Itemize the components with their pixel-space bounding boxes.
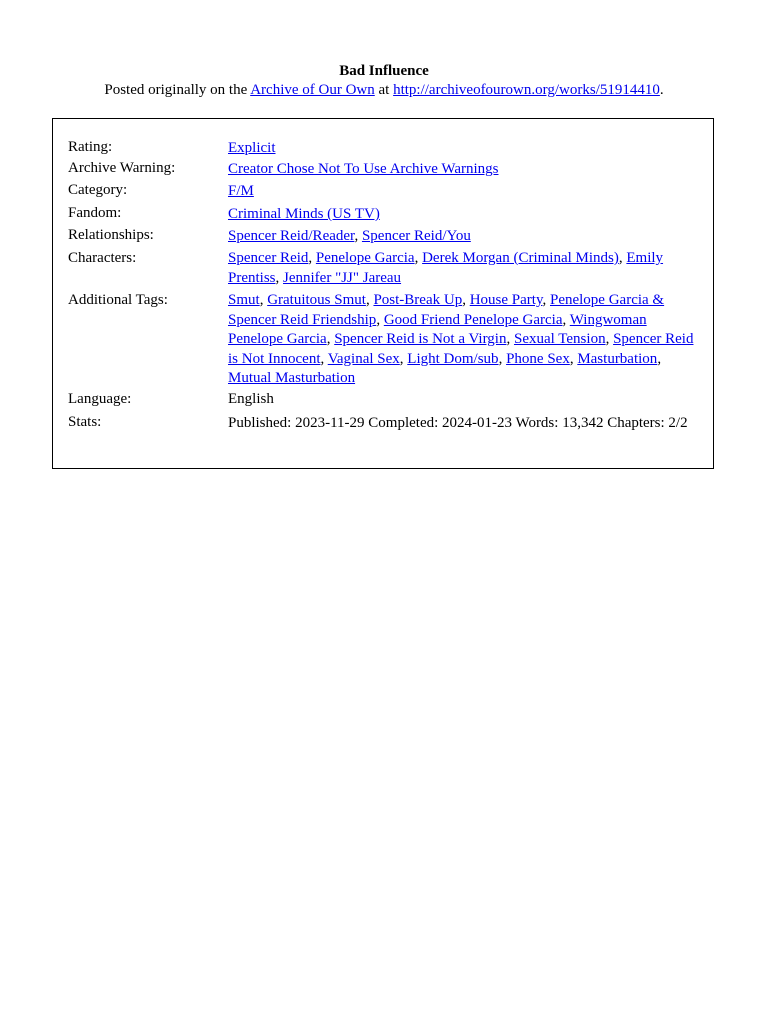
tag-link[interactable]: Penelope Garcia xyxy=(315,250,415,266)
characters-label: Characters: xyxy=(68,250,137,266)
work-header xyxy=(0,62,768,100)
tag-link[interactable]: Explicit xyxy=(228,140,276,156)
tag-link[interactable]: F/M xyxy=(228,183,254,199)
tag-link[interactable]: Sexual Tension xyxy=(513,331,606,348)
tag-link[interactable]: Gratuitous Smut xyxy=(267,292,366,308)
posted-prefix: Posted originally on the xyxy=(104,82,248,98)
archive-warning-tags xyxy=(228,159,703,179)
work-meta-box xyxy=(52,118,714,469)
stats-value: Published: 2023-11-29 Completed: 2024-01-23 Words: 13,342 Chapters: 2/2 xyxy=(228,415,688,431)
additional-tags-list: Smut, Gratuitous Smut, Post-Break Up, House Party, Penelope Garcia & Spencer Reid Friendship, Good Friend Penelope Garcia, Wingwoman Penelope Garcia, Spencer Reid is Not a Virgin, Sexual Tension, Spencer Reid is Not Innocent, Vaginal Sex, Light Dom/sub, Phone Sex, Masturbation, Mutual Masturbation xyxy=(228,292,694,387)
archive-warning-label: Archive Warning: xyxy=(68,160,176,176)
work-url-link[interactable]: http://archiveofourown.org/works/51914410 xyxy=(393,82,660,98)
tag-link[interactable]: Spencer Reid is Not Innocent xyxy=(228,331,694,367)
tag-link[interactable]: Smut xyxy=(228,292,260,308)
tag-link[interactable]: Masturbation xyxy=(577,350,658,367)
tag-link[interactable]: Vaginal Sex xyxy=(327,350,400,367)
tag-link[interactable]: Derek Morgan (Criminal Minds) xyxy=(422,250,619,266)
trailing-period: . xyxy=(659,82,664,98)
tag-link[interactable]: Spencer Reid xyxy=(228,250,309,266)
characters-tags: Spencer Reid, Penelope Garcia, Derek Morgan (Criminal Minds), Emily Prentiss, Jennifer "JJ" Jareau xyxy=(228,250,664,286)
tag-link[interactable]: Spencer Reid/Reader xyxy=(228,228,355,244)
additional-tags-label: Additional Tags: xyxy=(68,292,168,308)
tag-link[interactable]: Mutual Masturbation xyxy=(228,370,356,387)
language-label: Language: xyxy=(68,391,132,407)
tag-link[interactable]: Emily Prentiss xyxy=(228,250,664,286)
work-title: Bad Influence xyxy=(339,63,429,79)
fandom-label: Fandom: xyxy=(68,205,122,221)
relationships-tags: Spencer Reid/Reader, Spencer Reid/You xyxy=(228,228,471,244)
tag-link[interactable]: Spencer Reid/You xyxy=(361,228,471,244)
tag-link[interactable]: House Party xyxy=(469,292,543,308)
at-text: at xyxy=(378,82,390,98)
rating-tags xyxy=(228,138,703,158)
tag-link[interactable]: Phone Sex xyxy=(506,350,570,367)
posted-line xyxy=(0,81,768,100)
tag-link[interactable]: Jennifer "JJ" Jareau xyxy=(283,269,402,286)
tag-link[interactable]: Light Dom/sub xyxy=(407,350,499,367)
rating-label: Rating: xyxy=(68,139,113,155)
stats-label: Stats: xyxy=(68,414,102,430)
category-tags xyxy=(228,181,703,201)
tag-link[interactable]: Good Friend Penelope Garcia xyxy=(383,311,563,328)
archive-link[interactable]: Archive of Our Own xyxy=(250,82,375,98)
tag-link[interactable]: Wingwoman Penelope Garcia xyxy=(228,311,647,348)
tag-link[interactable]: Creator Chose Not To Use Archive Warnings xyxy=(228,161,499,177)
tag-link[interactable]: Spencer Reid is Not a Virgin xyxy=(334,331,507,348)
language-value: English xyxy=(228,391,274,407)
tag-link[interactable]: Criminal Minds (US TV) xyxy=(228,206,380,222)
fandom-tags xyxy=(228,204,703,224)
category-label: Category: xyxy=(68,182,128,198)
tag-link[interactable]: Post-Break Up xyxy=(373,292,463,308)
relationships-label: Relationships: xyxy=(68,227,154,243)
tag-link[interactable]: Penelope Garcia & Spencer Reid Friendship xyxy=(228,292,665,328)
